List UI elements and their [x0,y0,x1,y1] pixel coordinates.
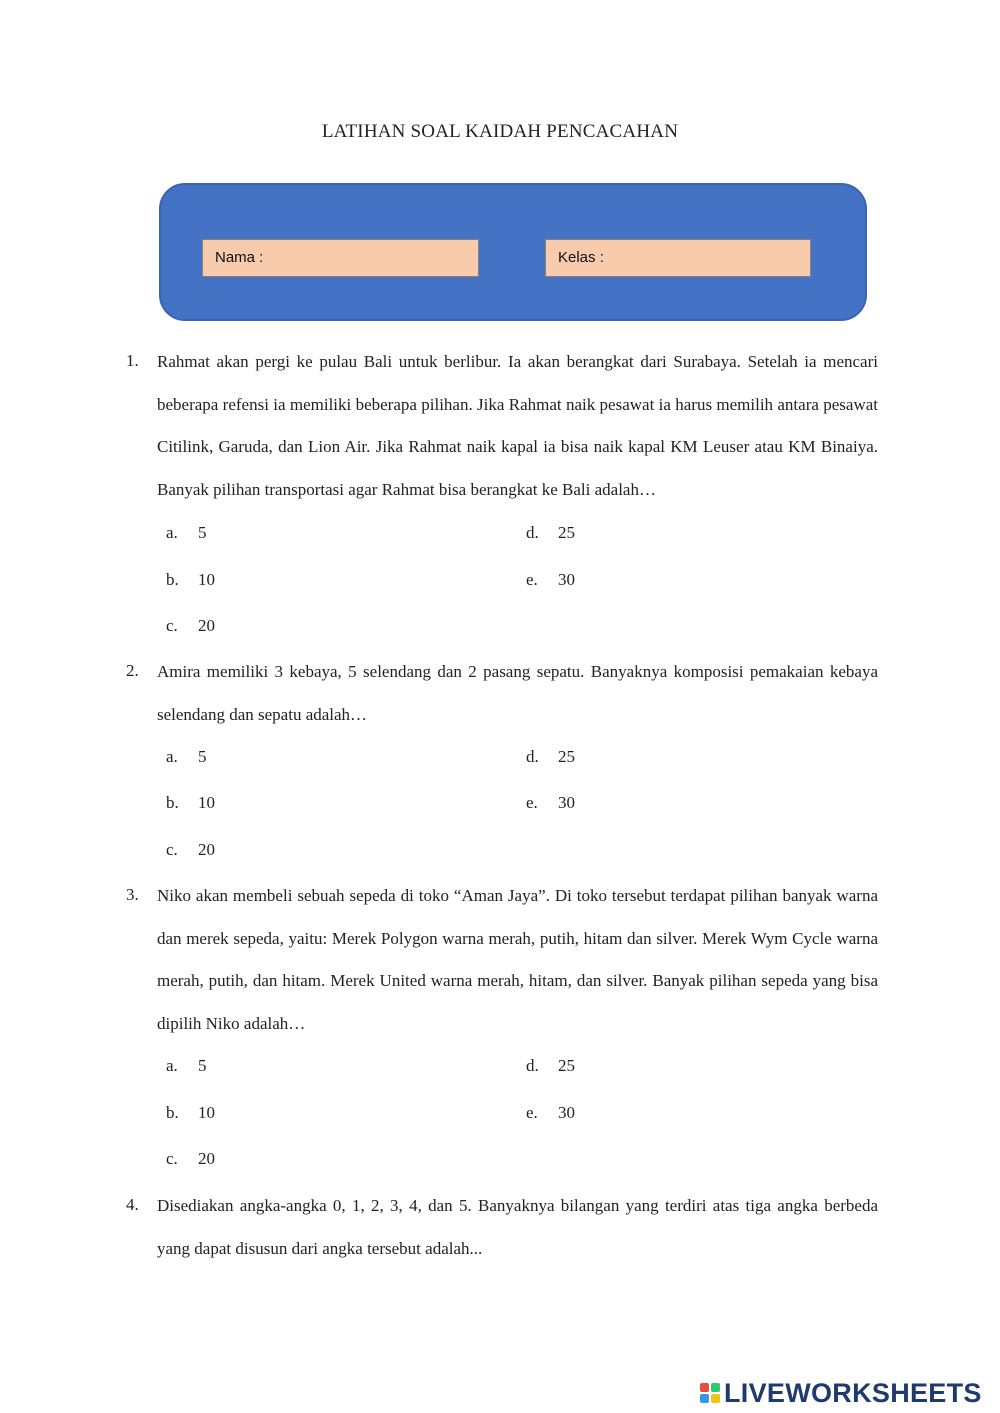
option-b[interactable]: b. 10 [166,1103,215,1122]
option-e[interactable]: e. 30 [526,1103,575,1122]
option-e[interactable]: e. 30 [526,570,575,589]
name-input[interactable]: Nama : [202,239,479,277]
option-a[interactable]: a. 5 [166,523,207,542]
logo-tile [711,1383,720,1392]
option-d[interactable]: d. 25 [526,747,575,766]
question-text: Niko akan membeli sebuah sepeda di toko “Aman Jaya”. Di toko tersebut terdapat pilihan banyak warna dan merek sepeda, yaitu: Merek Polygon warna merah, putih, hitam dan silver. Merek Wym Cycle warna merah, putih, dan hitam. Merek United warna merah, hitam, dan silver. Banyak pilihan sepeda yang bisa dipilih Niko adalah… [157,886,878,1033]
question-number: 3. [126,885,139,904]
option-c[interactable]: c. 20 [166,616,215,635]
question-text: Amira memiliki 3 kebaya, 5 selendang dan 2 pasang sepatu. Banyaknya komposisi pemakaian kebaya selendang dan sepatu adalah… [157,662,878,724]
logo-tile [700,1394,709,1403]
question-text: Rahmat akan pergi ke pulau Bali untuk berlibur. Ia akan berangkat dari Surabaya. Setelah ia mencari beberapa refensi ia memiliki beberapa pilihan. Jika Rahmat naik pesawat ia harus memilih antara pesawat Citilink, Garuda, dan Lion Air. Jika Rahmat naik kapal ia bisa naik kapal KM Leuser atau KM Binaiya. Banyak pilihan transportasi agar Rahmat bisa berangkat ke Bali adalah… [157,352,878,499]
option-a[interactable]: a. 5 [166,1056,207,1075]
option-b[interactable]: b. 10 [166,793,215,812]
question-text: Disediakan angka-angka 0, 1, 2, 3, 4, dan 5. Banyaknya bilangan yang terdiri atas tiga angka berbeda yang dapat disusun dari angka tersebut adalah... [157,1196,878,1258]
logo-tile [711,1394,720,1403]
logo-tile [700,1383,709,1392]
option-d[interactable]: d. 25 [526,1056,575,1075]
worksheet-title: LATIHAN SOAL KAIDAH PENCACAHAN [321,121,679,142]
brand-wordmark: LIVEWORKSHEETS [724,1377,982,1408]
option-c[interactable]: c. 20 [166,1149,215,1168]
option-b[interactable]: b. 10 [166,570,215,589]
liveworksheets-brand [700,1377,982,1409]
question-number: 4. [126,1195,139,1214]
option-e[interactable]: e. 30 [526,793,575,812]
option-a[interactable]: a. 5 [166,747,207,766]
student-identity-panel [159,183,867,321]
liveworksheets-logo-icon [700,1383,720,1403]
class-input[interactable]: Kelas : [545,239,811,277]
option-d[interactable]: d. 25 [526,523,575,542]
option-c[interactable]: c. 20 [166,840,215,859]
question-number: 2. [126,661,139,680]
question-number: 1. [126,351,139,370]
